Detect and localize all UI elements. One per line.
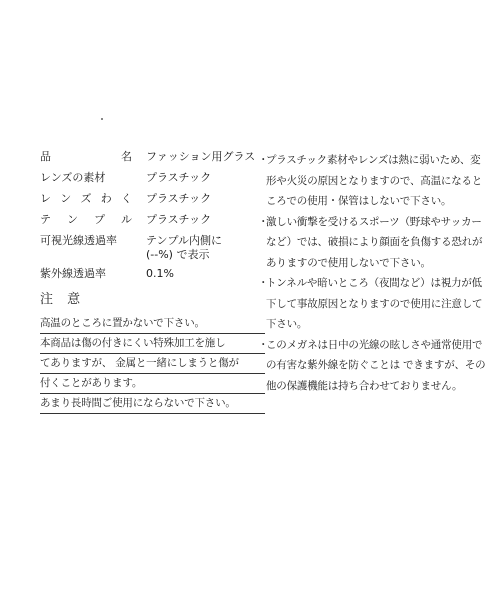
spec-row-lens-material xyxy=(40,171,260,185)
spec-label-char: ズ xyxy=(80,192,92,205)
scan-speck xyxy=(101,118,103,120)
spec-row-uv xyxy=(40,267,260,281)
warning-item xyxy=(258,273,490,335)
spec-label-char: 名 xyxy=(121,150,132,163)
warning-item xyxy=(258,150,490,212)
spec-label-char: 品 xyxy=(40,150,51,163)
spec-value: プラスチック xyxy=(146,171,212,184)
spec-value: ファッション用グラス xyxy=(146,150,256,163)
spec-row-visible-light xyxy=(40,234,260,262)
caution-title: 注 意 xyxy=(40,292,86,307)
spec-label: 可視光線透過率 xyxy=(40,234,117,247)
caution-line: てありますが、 金属と一緒にしまうと傷が xyxy=(40,354,265,374)
warning-text: トンネルや暗いところ（夜間など）は視力が低下して事故原因となりますので使用に注意して下さい。 xyxy=(266,277,483,330)
warning-text: 激しい衝撃を受けるスポーツ（野球やサッカーなど）では、破損により顔面を負傷する恐れがありますので使用しないで下さい。 xyxy=(266,215,483,269)
spec-value: プラスチック xyxy=(146,213,212,226)
caution-line: 付くことがあります。 xyxy=(40,374,265,394)
spec-label-char: プ xyxy=(94,213,105,226)
caution-lines xyxy=(40,314,269,414)
caution-line: あまり長時間ご使用にならないで下さい。 xyxy=(40,394,265,414)
warnings-list xyxy=(258,150,490,396)
spec-value: 0.1% xyxy=(146,267,174,280)
bullet-icon: ・ xyxy=(258,338,269,351)
spec-label xyxy=(40,192,132,206)
spec-label-char: ン xyxy=(60,192,72,205)
spec-row-temple xyxy=(40,213,260,227)
caution-line: 本商品は傷の付きにくい特殊加工を施し xyxy=(40,334,265,354)
spec-label-char: ル xyxy=(121,213,132,226)
spec-label-char: わ xyxy=(100,192,112,205)
spec-label xyxy=(40,213,132,227)
spec-label-char: く xyxy=(121,192,132,205)
warning-text: プラスチック素材やレンズは熱に弱いため、変形や火災の原因となりますので、高温になるところでの使用・保管はしないで下さい。 xyxy=(266,154,483,207)
warning-item xyxy=(258,212,490,274)
spec-value: テンプル内側に (--%) で表示 xyxy=(146,234,223,261)
spec-label xyxy=(40,150,132,164)
spec-label: レンズの素材 xyxy=(40,171,106,184)
spec-label: 紫外線透過率 xyxy=(40,267,106,280)
bullet-icon: ・ xyxy=(258,215,269,228)
spec-label-char: テ xyxy=(40,213,51,226)
warning-item xyxy=(258,335,490,397)
spec-label-char: ン xyxy=(67,213,78,226)
spec-label-char: レ xyxy=(40,192,51,205)
caution-section xyxy=(40,292,269,414)
specifications-table xyxy=(40,150,260,288)
bullet-icon: ・ xyxy=(258,277,269,289)
spec-row-lens-frame xyxy=(40,192,260,206)
spec-row-product-name xyxy=(40,150,260,164)
warning-text: このメガネは日中の光線の眩しさや通常使用での有害な紫外線を防ぐことは できますが、その他の保護機能は持ち合わせておりません。 xyxy=(266,338,486,392)
caution-line: 高温のところに置かないで下さい。 xyxy=(40,314,265,334)
spec-value: プラスチック xyxy=(146,192,212,205)
bullet-icon: ・ xyxy=(258,154,269,166)
